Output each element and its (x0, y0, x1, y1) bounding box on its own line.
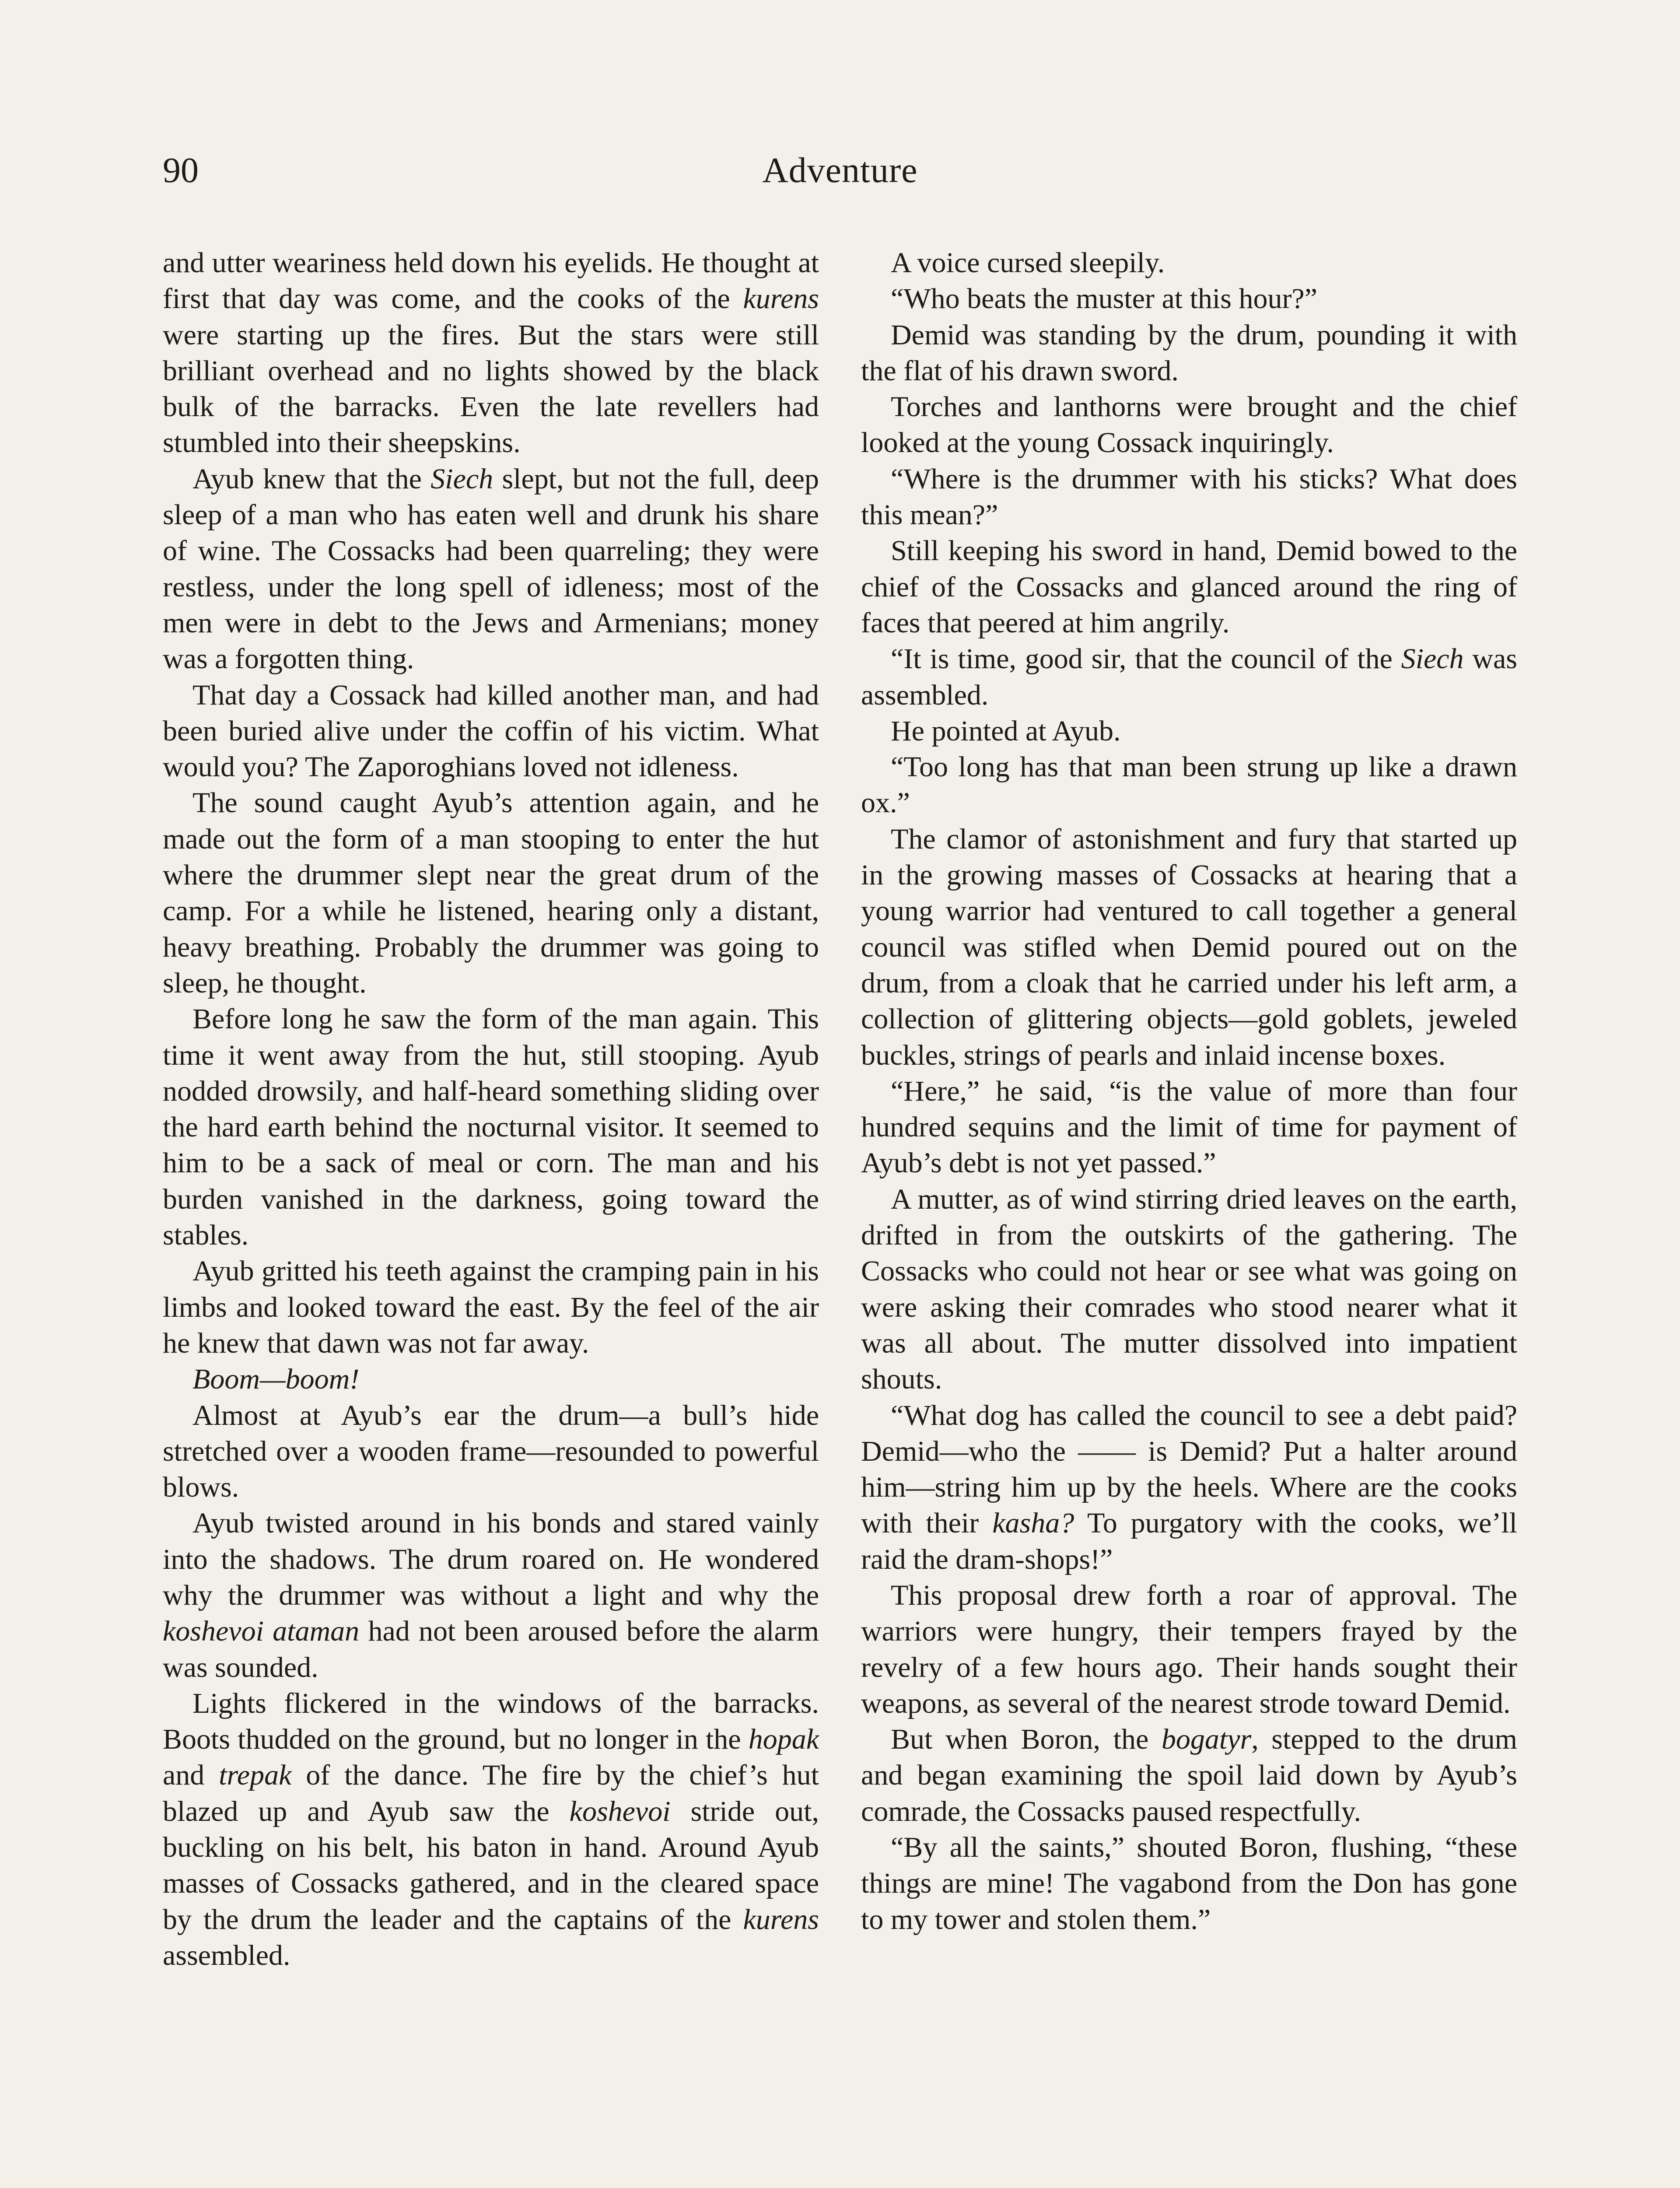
text-run: “It is time, good sir, that the council of the (891, 643, 1401, 675)
paragraph (163, 1361, 819, 1397)
paragraph (163, 1398, 819, 1506)
text-run: , stepped to the drum and began examining the spoil laid down by Ayub’s comrade, the Cossacks paused respectfully. (861, 1723, 1517, 1827)
text-run: was assembled. (861, 643, 1517, 711)
text-run: “By all the saints,” shouted Boron, flushing, “these things are mine! The vagabond from the Don has gone to my tower and stolen them.” (861, 1831, 1517, 1936)
italic-term: kurens (743, 283, 819, 315)
text-run: and (163, 1759, 219, 1792)
paragraph (163, 677, 819, 785)
paragraph (861, 1182, 1517, 1398)
text-run: He pointed at Ayub. (891, 715, 1121, 747)
paragraph (861, 533, 1517, 641)
text-run: A voice cursed sleepily. (891, 247, 1165, 279)
text-run: were starting up the fires. But the stars were still brilliant overhead and no lights showed by the black bulk of the barracks. Even the late revellers had stumbled into their sheepskins. (163, 319, 819, 459)
page-number: 90 (163, 150, 199, 190)
paragraph (861, 749, 1517, 821)
text-run: Ayub gritted his teeth against the cramping pain in his limbs and looked toward the east. By the feel of the air he knew that dawn was not far away. (163, 1255, 819, 1359)
text-run: “Too long has that man been strung up like a drawn ox.” (861, 751, 1517, 819)
paragraph (163, 1686, 819, 1974)
text-run: To purgatory with the cooks, we’ll raid the dram-shops!” (861, 1507, 1517, 1575)
paragraph (861, 713, 1517, 749)
text-run: “Where is the drummer with his sticks? What does this mean?” (861, 463, 1517, 531)
italic-term: koshevoi (569, 1795, 671, 1827)
paragraph (163, 1253, 819, 1361)
text-run: of the dance. The fire by the chief’s hut blazed up and Ayub saw the (163, 1759, 819, 1827)
italic-term: bogatyr (1161, 1723, 1252, 1756)
paragraph (861, 1722, 1517, 1830)
text-run: Demid was standing by the drum, pounding it with the flat of his drawn sword. (861, 319, 1517, 387)
text-run: Almost at Ayub’s ear the drum—a bull’s hide stretched over a wooden frame—resounded to powerful blows. (163, 1399, 819, 1504)
text-run: But when Boron, the (891, 1723, 1162, 1756)
text-run: This proposal drew forth a roar of approval. The warriors were hungry, their tempers frayed by the revelry of a few hours ago. Their hands sought their weapons, as several of the nearest strode toward Demid. (861, 1579, 1517, 1719)
paragraph (163, 785, 819, 1001)
paragraph (163, 461, 819, 677)
paragraph (861, 1830, 1517, 1938)
left-column (163, 245, 819, 1974)
running-head: Adventure (762, 150, 918, 190)
text-run: Before long he saw the form of the man again. This time it went away from the hut, still stooping. Ayub nodded drowsily, and half-heard something sliding over the hard earth behind the nocturnal visitor. It seemed to him to be a sack of meal or corn. The man and his burden vanished in the darkness, going toward the stables. (163, 1003, 819, 1252)
text-run: A mutter, as of wind stirring dried leaves on the earth, drifted in from the outskirts of the gathering. The Cossacks who could not hear or see what was going on were asking their comrades who stood nearer what it was all about. The mutter dissolved into impatient shouts. (861, 1183, 1517, 1396)
italic-term: Boom—boom! (192, 1363, 360, 1396)
right-column (861, 245, 1517, 1938)
paragraph (861, 641, 1517, 713)
text-run: had not been aroused before the alarm was sounded. (163, 1615, 819, 1683)
italic-term: trepak (219, 1759, 292, 1792)
text-run: “What dog has called the council to see a debt paid? Demid—who the —— is Demid? Put a halter around him—string him up by the heels. Where are the cooks with their (861, 1399, 1517, 1539)
text-run: stride out, buckling on his belt, his baton in hand. Around Ayub masses of Cossacks gathered, and in the cleared space by the drum the leader and the captains of the (163, 1795, 819, 1936)
italic-term: kurens (743, 1903, 819, 1936)
italic-term: Siech (1401, 643, 1464, 675)
paragraph (861, 317, 1517, 389)
text-run: Still keeping his sword in hand, Demid bowed to the chief of the Cossacks and glanced around the ring of faces that peered at him angrily. (861, 535, 1517, 639)
paragraph (861, 1578, 1517, 1722)
text-run: Lights flickered in the windows of the barracks. Boots thudded on the ground, but no longer in the (163, 1687, 819, 1756)
paragraph (861, 461, 1517, 533)
text-run: Ayub twisted around in his bonds and stared vainly into the shadows. The drum roared on. He wondered why the drummer was without a light and why the (163, 1507, 819, 1611)
paragraph (861, 389, 1517, 461)
paragraph (861, 1073, 1517, 1182)
text-run: and utter weariness held down his eyelids. He thought at first that day was come, and the cooks of the (163, 247, 819, 315)
italic-term: Siech (430, 463, 494, 495)
text-run: Torches and lanthorns were brought and the chief looked at the young Cossack inquiringly. (861, 391, 1517, 459)
paragraph (163, 245, 819, 461)
text-run: “Here,” he said, “is the value of more than four hundred sequins and the limit of time for payment of Ayub’s debt is not yet passed.” (861, 1075, 1517, 1179)
text-run: “Who beats the muster at this hour?” (891, 283, 1318, 315)
text-run: assembled. (163, 1939, 290, 1971)
text-run: The sound caught Ayub’s attention again, and he made out the form of a man stooping to enter the hut where the drummer slept near the great drum of the camp. For a while he listened, hearing only a distant, heavy breathing. Probably the drummer was going to sleep, he thought. (163, 787, 819, 999)
text-run: slept, but not the full, deep sleep of a man who has eaten well and drunk his share of wine. The Cossacks had been quarreling; they were restless, under the long spell of idleness; most of the men were in debt to the Jews and Armenians; money was a forgotten thing. (163, 463, 819, 675)
italic-term: koshevoi ataman (163, 1615, 360, 1648)
paragraph (861, 821, 1517, 1073)
paragraph (861, 281, 1517, 317)
paragraph (861, 1398, 1517, 1578)
paragraph (861, 245, 1517, 281)
italic-term: kasha? (992, 1507, 1074, 1539)
paragraph (163, 1505, 819, 1685)
text-run: Ayub knew that the (192, 463, 431, 495)
text-run: That day a Cossack had killed another man, and had been buried alive under the coffin of his victim. What would you? The Zaporoghians loved not idleness. (163, 679, 819, 783)
italic-term: hopak (748, 1723, 819, 1756)
text-run: The clamor of astonishment and fury that started up in the growing masses of Cossacks at hearing that a young warrior had ventured to call together a general council was stifled when Demid poured out on the drum, from a cloak that he carried under his left arm, a collection of glittering objects—gold goblets, jeweled buckles, strings of pearls and inlaid incense boxes. (861, 823, 1517, 1071)
paragraph (163, 1001, 819, 1253)
